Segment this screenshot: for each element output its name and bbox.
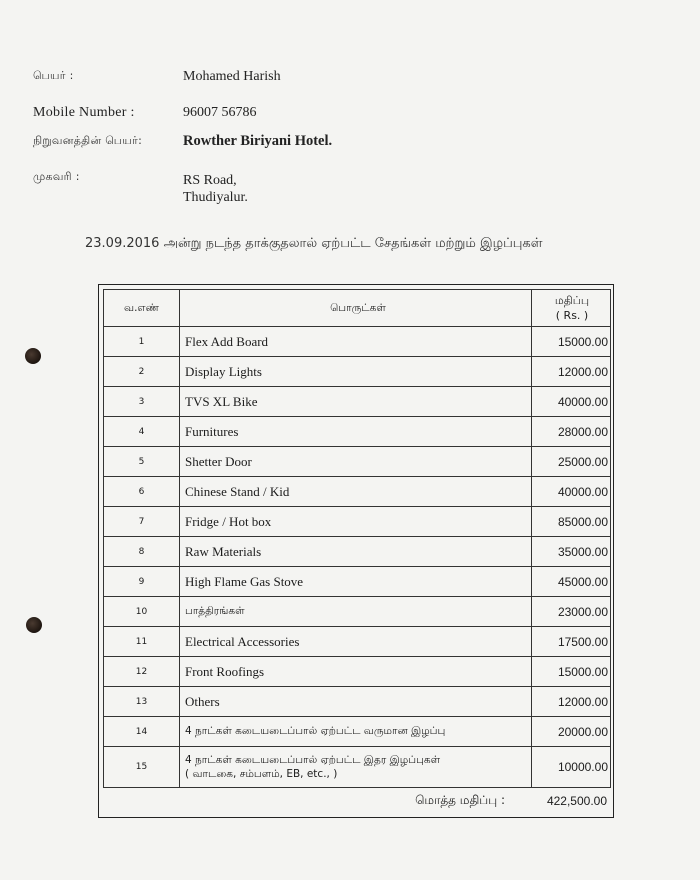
row-item: Furnitures bbox=[180, 417, 532, 446]
row-item: Others bbox=[180, 687, 532, 716]
row-sno: 14 bbox=[104, 717, 180, 746]
row-amount: 15000.00 bbox=[557, 664, 608, 679]
damage-table bbox=[98, 284, 614, 818]
row-amount: 23000.00 bbox=[557, 604, 608, 619]
row-sno: 12 bbox=[104, 657, 180, 686]
header-value-label: மதிப்பு bbox=[554, 294, 590, 307]
table-row bbox=[104, 657, 610, 687]
row-item: Flex Add Board bbox=[180, 327, 532, 356]
total-row bbox=[103, 788, 611, 815]
row-sno: 10 bbox=[104, 597, 180, 626]
row-item: Display Lights bbox=[180, 357, 532, 386]
punch-hole bbox=[25, 348, 41, 364]
row-item: Shetter Door bbox=[180, 447, 532, 476]
row-item: High Flame Gas Stove bbox=[180, 567, 532, 596]
row-amount: 12000.00 bbox=[557, 694, 608, 709]
row-sno: 2 bbox=[104, 357, 180, 386]
row-item bbox=[180, 747, 532, 787]
table-row bbox=[104, 687, 610, 717]
row-sno: 1 bbox=[104, 327, 180, 356]
row-amount: 28000.00 bbox=[557, 424, 608, 439]
header-value bbox=[532, 290, 612, 326]
row-item: 4 நாட்கள் கடையடைப்பால் ஏற்பட்ட வருமான இழப்பு bbox=[180, 717, 532, 746]
header-item: பொருட்கள் bbox=[180, 290, 532, 326]
header-value-unit: ( Rs. ) bbox=[555, 309, 589, 322]
row-amount: 40000.00 bbox=[557, 484, 608, 499]
row-sno: 15 bbox=[104, 747, 180, 787]
table-row bbox=[104, 627, 610, 657]
punch-hole bbox=[26, 617, 42, 633]
table-row bbox=[104, 417, 610, 447]
table-row bbox=[104, 537, 610, 567]
name-value: Mohamed Harish bbox=[183, 69, 281, 84]
address-line-2: Thudiyalur. bbox=[183, 190, 248, 205]
total-label: மொத்த மதிப்பு : bbox=[415, 793, 505, 807]
row-amount: 10000.00 bbox=[557, 760, 608, 774]
loss-statement-title: 23.09.2016 அன்று நடந்த தாக்குதலால் ஏற்பட்ட சேதங்கள் மற்றும் இழப்புகள் bbox=[85, 236, 543, 251]
row-amount: 35000.00 bbox=[557, 544, 608, 559]
row-amount: 17500.00 bbox=[557, 634, 608, 649]
row-sno: 9 bbox=[104, 567, 180, 596]
row-sno: 8 bbox=[104, 537, 180, 566]
business-value: Rowther Biriyani Hotel. bbox=[183, 133, 333, 149]
row-item: Chinese Stand / Kid bbox=[180, 477, 532, 506]
row-amount: 45000.00 bbox=[557, 574, 608, 589]
row-sno: 11 bbox=[104, 627, 180, 656]
total-value: 422,500.00 bbox=[546, 794, 607, 808]
table-row bbox=[104, 747, 610, 787]
row-sno: 4 bbox=[104, 417, 180, 446]
mobile-value: 96007 56786 bbox=[183, 105, 257, 120]
mobile-label: Mobile Number : bbox=[33, 105, 135, 120]
table-row bbox=[104, 597, 610, 627]
row-item-line-2: ( வாடகை, சம்பளம், EB, etc., ) bbox=[185, 768, 338, 780]
name-label: பெயர் : bbox=[33, 69, 74, 82]
address-line-1: RS Road, bbox=[183, 173, 237, 188]
row-item: Electrical Accessories bbox=[180, 627, 532, 656]
damage-table-body bbox=[103, 289, 611, 788]
row-item: Raw Materials bbox=[180, 537, 532, 566]
table-row bbox=[104, 477, 610, 507]
row-amount: 12000.00 bbox=[557, 364, 608, 379]
row-sno: 7 bbox=[104, 507, 180, 536]
row-amount: 15000.00 bbox=[557, 334, 608, 349]
header-sno: வ.எண் bbox=[104, 290, 180, 326]
business-label: நிறுவனத்தின் பெயர்: bbox=[33, 134, 143, 147]
row-amount: 25000.00 bbox=[557, 454, 608, 469]
row-sno: 3 bbox=[104, 387, 180, 416]
row-item: Front Roofings bbox=[180, 657, 532, 686]
table-row bbox=[104, 717, 610, 747]
table-row bbox=[104, 387, 610, 417]
row-sno: 13 bbox=[104, 687, 180, 716]
row-item: TVS XL Bike bbox=[180, 387, 532, 416]
address-label: முகவரி : bbox=[33, 170, 80, 183]
row-amount: 20000.00 bbox=[557, 724, 608, 739]
table-row bbox=[104, 447, 610, 477]
table-row bbox=[104, 357, 610, 387]
table-row bbox=[104, 327, 610, 357]
row-amount: 85000.00 bbox=[557, 514, 608, 529]
table-row bbox=[104, 567, 610, 597]
row-item: Fridge / Hot box bbox=[180, 507, 532, 536]
row-amount: 40000.00 bbox=[557, 394, 608, 409]
row-sno: 5 bbox=[104, 447, 180, 476]
row-item: பாத்திரங்கள் bbox=[180, 597, 532, 626]
table-row bbox=[104, 507, 610, 537]
table-header-row bbox=[104, 290, 610, 327]
row-item-line-1: 4 நாட்கள் கடையடைப்பால் ஏற்பட்ட இதர இழப்புகள் bbox=[185, 754, 441, 766]
row-sno: 6 bbox=[104, 477, 180, 506]
